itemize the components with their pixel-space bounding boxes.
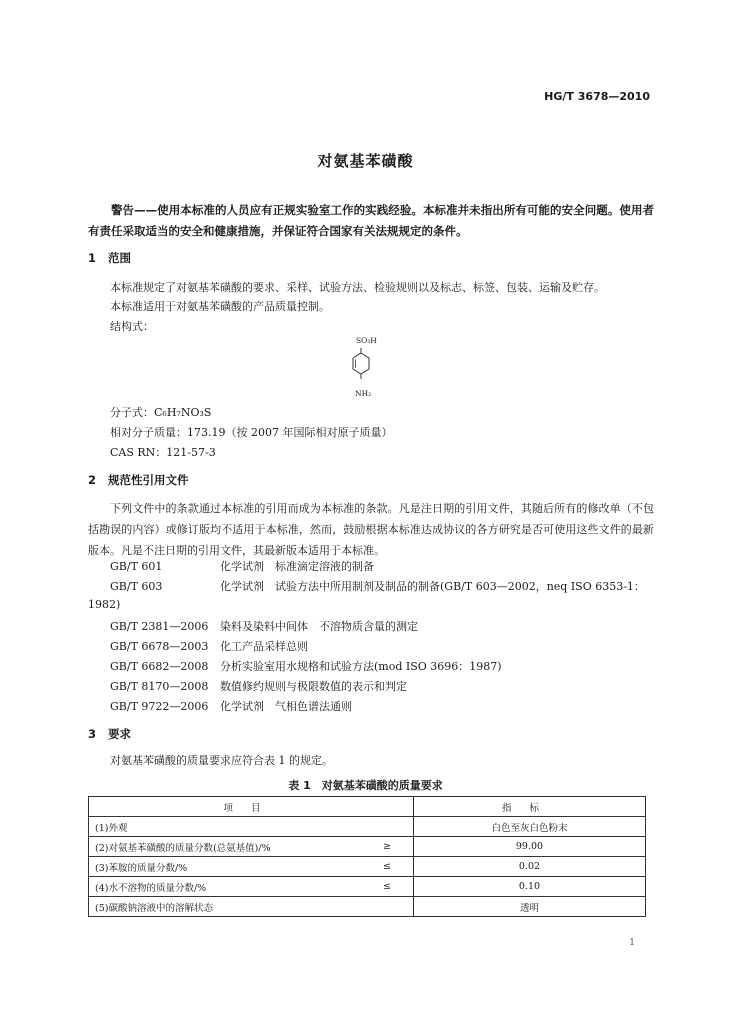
- table-row: [89, 877, 646, 897]
- row-name: (3)苯胺的质量分数/%: [89, 857, 362, 877]
- document-code: HG/T 3678—2010: [544, 90, 650, 103]
- section-title: 要求: [108, 727, 131, 741]
- row-comparator: ≥: [361, 837, 414, 857]
- row-name: (1)外观: [89, 817, 362, 837]
- section-2-heading: [88, 472, 189, 488]
- reference-code: GB/T 601: [110, 560, 163, 573]
- column-header-index: 指标: [414, 797, 646, 817]
- reference-code: GB/T 8170—2008: [110, 680, 209, 693]
- reference-title: 分析实验室用水规格和试验方法(mod ISO 3696：1987): [220, 660, 502, 673]
- row-name: (5)碳酸钠溶液中的溶解状态: [89, 897, 362, 917]
- reference-wrap-tail: 1982): [88, 598, 121, 611]
- scope-paragraph-1: 本标准规定了对氨基苯磺酸的要求、采样、试验方法、检验规则以及标志、标签、包装、运输及贮存。: [110, 281, 605, 294]
- row-value: 99.00: [414, 837, 646, 857]
- row-value: 白色至灰白色粉末: [414, 817, 646, 837]
- reference-item: [110, 558, 374, 574]
- reference-item: [110, 578, 645, 594]
- reference-title: 化学试剂 气相色谱法通则: [220, 700, 352, 713]
- page-number: 1: [629, 938, 635, 948]
- reference-title: 化学试剂 试验方法中所用制剂及制品的制备(GB/T 603—2002，neq ISO 6353-1：: [220, 580, 645, 593]
- requirements-intro: 对氨基苯磺酸的质量要求应符合表 1 的规定。: [110, 754, 333, 767]
- table-caption: 表 1 对氨基苯磺酸的质量要求: [288, 779, 443, 792]
- formula-amino-group: NH₂: [355, 389, 372, 398]
- row-name: (4)水不溶物的质量分数/%: [89, 877, 362, 897]
- structure-label: 结构式：: [110, 320, 154, 333]
- row-value: 0.02: [414, 857, 646, 877]
- table-row: [89, 837, 646, 857]
- reference-code: GB/T 9722—2006: [110, 700, 209, 713]
- row-comparator: ≤: [361, 857, 414, 877]
- row-comparator: [361, 897, 414, 917]
- reference-code: GB/T 6678—2003: [110, 640, 209, 653]
- table-row: [89, 857, 646, 877]
- reference-item: [110, 658, 502, 674]
- reference-code: GB/T 6682—2008: [110, 660, 209, 673]
- row-value: 0.10: [414, 877, 646, 897]
- column-header-item: 项目: [89, 797, 414, 817]
- references-intro: 下列文件中的条款通过本标准的引用而成为本标准的条款。凡是注日期的引用文件，其随后所有的修改单（不包括勘误的内容）或修订版均不适用于本标准，然而，鼓励根据本标准达成协议的各方研究是否可使用这些文件的最新版本。凡是不注日期的引用文件，其最新版本适用于本标准。: [88, 502, 654, 557]
- reference-item: [110, 638, 308, 654]
- section-number: 2: [88, 473, 97, 487]
- reference-title: 化学试剂 标准滴定溶液的制备: [220, 560, 374, 573]
- row-comparator: [361, 817, 414, 837]
- reference-code: GB/T 2381—2006: [110, 620, 209, 633]
- benzene-ring-icon: [351, 348, 371, 380]
- warning-paragraph: 警告——使用本标准的人员应有正规实验室工作的实践经验。本标准并未指出所有可能的安全问题。使用者有责任采取适当的安全和健康措施，并保证符合国家有关法规规定的条件。: [88, 203, 654, 238]
- structural-formula: [340, 336, 400, 404]
- requirements-table: [88, 796, 646, 917]
- reference-item: [110, 618, 418, 634]
- scope-paragraph-2: 本标准适用于对氨基苯磺酸的产品质量控制。: [110, 300, 330, 313]
- molecular-mass: 相对分子质量：173.19（按 2007 年国际相对原子质量）: [110, 426, 393, 439]
- reference-title: 染料及染料中间体 不溶物质含量的测定: [220, 620, 418, 633]
- row-value: 透明: [414, 897, 646, 917]
- molecular-formula: 分子式：C₆H₇NO₃S: [110, 406, 212, 419]
- document-title: 对氨基苯磺酸: [317, 152, 414, 170]
- table-header-row: [89, 797, 646, 817]
- table-row: [89, 817, 646, 837]
- reference-code: GB/T 603: [110, 580, 163, 593]
- section-number: 3: [88, 727, 97, 741]
- reference-item: [110, 698, 352, 714]
- section-title: 范围: [108, 251, 131, 265]
- reference-item: [110, 678, 407, 694]
- section-3-heading: [88, 726, 131, 742]
- section-title: 规范性引用文件: [108, 473, 189, 487]
- section-1-heading: [88, 250, 131, 266]
- formula-sulfonic-group: SO₃H: [356, 336, 377, 345]
- cas-number: CAS RN：121-57-3: [110, 446, 216, 459]
- section-number: 1: [88, 251, 97, 265]
- row-name: (2)对氨基苯磺酸的质量分数(总氨基值)/%: [89, 837, 362, 857]
- table-row: [89, 897, 646, 917]
- reference-title: 数值修约规则与极限数值的表示和判定: [220, 680, 407, 693]
- row-comparator: ≤: [361, 877, 414, 897]
- reference-title: 化工产品采样总则: [220, 640, 308, 653]
